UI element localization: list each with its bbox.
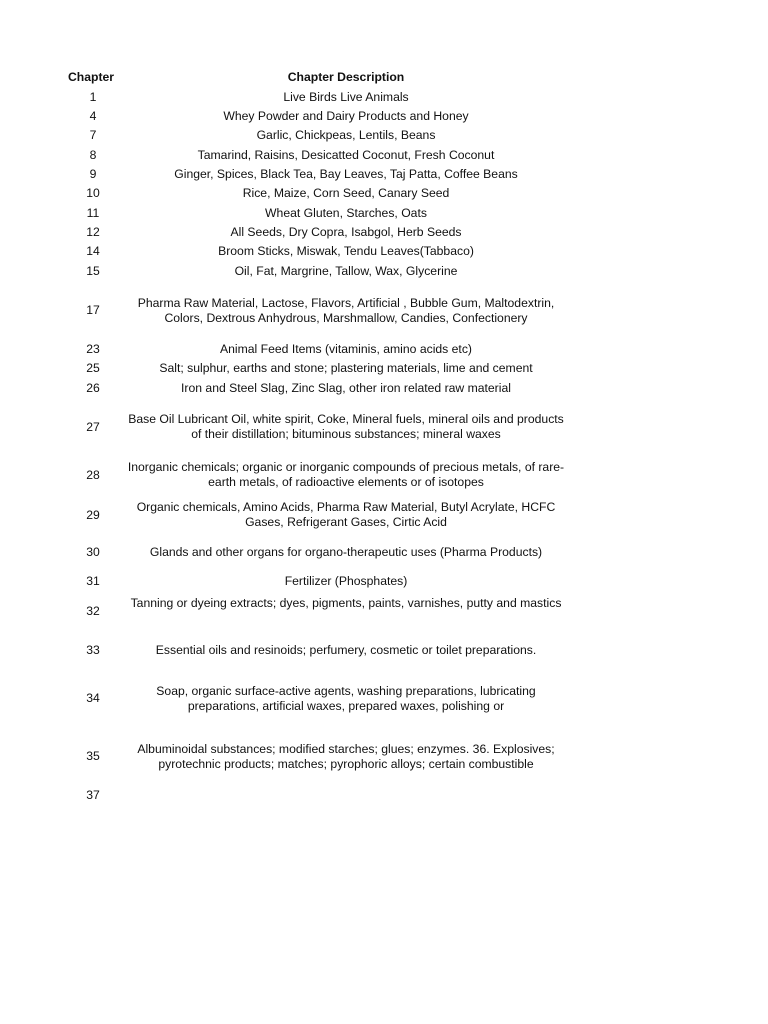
chapter-number: 1 xyxy=(89,90,97,104)
chapter-description: Whey Powder and Dairy Products and Honey xyxy=(223,109,469,123)
chapter-number: 9 xyxy=(89,167,97,181)
chapter-number: 15 xyxy=(86,264,100,278)
chapter-description: Inorganic chemicals; organic or inorganic compounds of precious metals, of rare-earth metals, of radioactive elements or of isotopes xyxy=(127,460,565,489)
chapter-number: 27 xyxy=(86,420,100,434)
chapter-number: 26 xyxy=(86,381,100,395)
chapter-description: All Seeds, Dry Copra, Isabgol, Herb Seeds xyxy=(230,225,462,239)
chapter-description: Albuminoidal substances; modified starches; glues; enzymes. 36. Explosives; pyrotechnic products; matches; pyrophoric alloys; certain combustible xyxy=(137,742,555,771)
chapter-description: Ginger, Spices, Black Tea, Bay Leaves, Taj Patta, Coffee Beans xyxy=(174,167,518,181)
chapter-description: Glands and other organs for organo-therapeutic uses (Pharma Products) xyxy=(149,545,543,559)
chapter-description: Essential oils and resinoids; perfumery, cosmetic or toilet preparations. xyxy=(155,643,537,657)
chapter-number: 4 xyxy=(89,109,97,123)
chapter-number: 8 xyxy=(89,148,97,162)
chapter-description: Rice, Maize, Corn Seed, Canary Seed xyxy=(242,186,450,200)
chapter-number: 28 xyxy=(86,468,100,482)
chapter-number: 17 xyxy=(86,303,100,317)
description-column-header: Chapter Description xyxy=(287,70,405,84)
chapter-description: Soap, organic surface-active agents, washing preparations, lubricating preparations, artificial waxes, prepared waxes, polishing or xyxy=(156,684,536,713)
chapter-description: Base Oil Lubricant Oil, white spirit, Coke, Mineral fuels, mineral oils and products of their distillation; bituminous substances; mineral waxes xyxy=(128,412,564,441)
chapter-number: 11 xyxy=(86,206,100,220)
chapter-description: Oil, Fat, Margrine, Tallow, Wax, Glycerine xyxy=(234,264,458,278)
chapter-description: Pharma Raw Material, Lactose, Flavors, Artificial , Bubble Gum, Maltodextrin, Colors, Dextrous Anhydrous, Marshmallow, Candies, Confectionery xyxy=(137,296,555,325)
chapter-number: 25 xyxy=(86,361,100,375)
chapter-description: Tamarind, Raisins, Desicatted Coconut, Fresh Coconut xyxy=(197,148,495,162)
chapter-description: Tanning or dyeing extracts; dyes, pigments, paints, varnishes, putty and mastics xyxy=(130,596,562,610)
chapter-description: Salt; sulphur, earths and stone; plastering materials, lime and cement xyxy=(159,361,533,375)
chapter-number: 33 xyxy=(86,643,100,657)
chapter-description: Live Birds Live Animals xyxy=(283,90,409,104)
chapter-description: Wheat Gluten, Starches, Oats xyxy=(265,206,427,220)
chapter-number: 10 xyxy=(86,186,100,200)
chapter-number: 29 xyxy=(86,508,100,522)
chapter-number: 34 xyxy=(86,691,100,705)
chapter-description: Fertilizer (Phosphates) xyxy=(284,574,408,588)
chapter-number: 23 xyxy=(86,342,100,356)
chapter-number: 32 xyxy=(86,604,100,618)
chapter-number: 37 xyxy=(86,788,100,802)
chapter-number: 7 xyxy=(89,128,97,142)
chapter-number: 35 xyxy=(86,749,100,763)
chapter-description: Broom Sticks, Miswak, Tendu Leaves(Tabbaco) xyxy=(218,244,474,258)
chapter-number: 31 xyxy=(86,574,100,588)
chapter-description: Iron and Steel Slag, Zinc Slag, other iron related raw material xyxy=(181,381,511,395)
chapter-number: 14 xyxy=(86,244,100,258)
chapter-description: Garlic, Chickpeas, Lentils, Beans xyxy=(256,128,436,142)
chapter-description: Organic chemicals, Amino Acids, Pharma Raw Material, Butyl Acrylate, HCFC Gases, Refrigerant Gases, Cirtic Acid xyxy=(136,500,556,529)
chapter-number: 12 xyxy=(86,225,100,239)
chapter-description: Animal Feed Items (vitaminis, amino acids etc) xyxy=(220,342,472,356)
chapter-number: 30 xyxy=(86,545,100,559)
chapter-column-header: Chapter xyxy=(67,70,115,84)
